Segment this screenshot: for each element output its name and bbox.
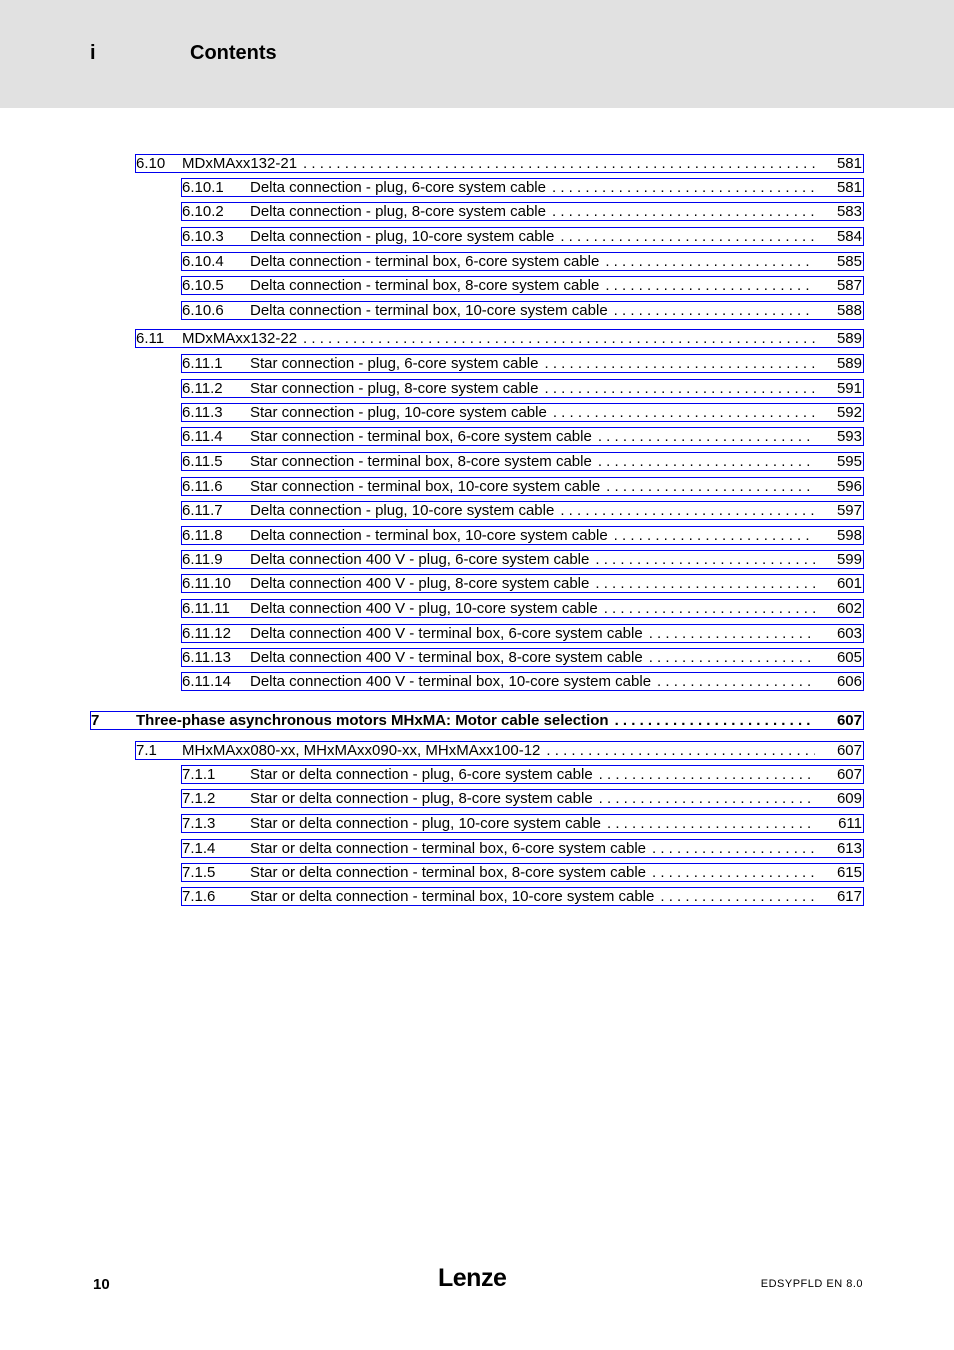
dot-leader (606, 478, 815, 495)
dot-leader (599, 790, 815, 807)
toc-title: Delta connection - terminal box, 10-core system cable (250, 527, 608, 544)
dot-leader (560, 502, 815, 519)
toc-title: Star connection - plug, 8-core system cable (250, 380, 539, 397)
toc-page-number: 609 (836, 790, 862, 807)
toc-number: 6.11.10 (182, 575, 231, 592)
toc-title: Star connection - plug, 6-core system cable (250, 355, 539, 372)
toc-page-number: 601 (836, 575, 862, 592)
toc-subsection-link[interactable] (181, 648, 864, 667)
toc-title: Delta connection - terminal box, 8-core system cable (250, 277, 600, 294)
toc-number: 6.11.11 (182, 600, 230, 617)
toc-number: 6.11.4 (182, 428, 223, 445)
toc-subsection-link[interactable] (181, 624, 864, 643)
page-title: Contents (190, 42, 277, 64)
document-code: EDSYPFLD EN 8.0 (760, 1278, 863, 1290)
toc-number: 6.10.5 (182, 277, 224, 294)
toc-section-link[interactable] (135, 329, 864, 348)
toc-number: 7.1.3 (182, 815, 216, 832)
toc-number: 6.10 (136, 155, 166, 172)
toc-title: Star connection - plug, 10-core system cable (250, 404, 547, 421)
toc-page-number: 583 (836, 203, 862, 220)
toc-number: 6.11.5 (182, 453, 223, 470)
toc-title: Star or delta connection - terminal box, 8-core system cable (250, 864, 647, 881)
toc-page-number: 587 (836, 277, 862, 294)
toc-subsection-link[interactable] (181, 354, 864, 373)
toc-title: Delta connection 400 V - plug, 6-core system cable (250, 551, 590, 568)
toc-subsection-link[interactable] (181, 252, 864, 271)
toc-subsection-link[interactable] (181, 403, 864, 422)
toc-subsection-link[interactable] (181, 276, 864, 295)
toc-page-number: 584 (836, 228, 862, 245)
toc-number: 6.11 (136, 330, 165, 347)
dot-leader (657, 673, 815, 690)
toc-title: Delta connection 400 V - plug, 8-core system cable (250, 575, 590, 592)
toc-section-link[interactable] (135, 154, 864, 173)
dot-leader (652, 864, 815, 881)
toc-page-number: 593 (836, 428, 862, 445)
dot-leader (595, 575, 815, 592)
toc-title: Star connection - terminal box, 6-core system cable (250, 428, 592, 445)
toc-subsection-link[interactable] (181, 814, 864, 833)
dot-leader (598, 428, 815, 445)
toc-subsection-link[interactable] (181, 789, 864, 808)
dot-leader (598, 453, 815, 470)
toc-page-number: 592 (836, 404, 862, 421)
toc-number: 7 (91, 712, 100, 729)
toc-subsection-link[interactable] (181, 301, 864, 320)
toc-subsection-link[interactable] (181, 227, 864, 246)
toc-number: 6.11.3 (182, 404, 223, 421)
toc-number: 7.1.5 (182, 864, 216, 881)
dot-leader (560, 228, 815, 245)
toc-subsection-link[interactable] (181, 599, 864, 618)
toc-page-number: 585 (836, 253, 862, 270)
toc-subsection-link[interactable] (181, 863, 864, 882)
toc-title: Star connection - terminal box, 8-core system cable (250, 453, 592, 470)
toc-title: MDxMAxx132-21 (182, 155, 298, 172)
toc-title: Three-phase asynchronous motors MHxMA: Motor cable selection (136, 712, 609, 729)
toc-number: 6.10.1 (182, 179, 224, 196)
toc-number: 6.11.9 (182, 551, 223, 568)
dot-leader (614, 527, 815, 544)
toc-subsection-link[interactable] (181, 839, 864, 858)
toc-number: 6.11.6 (182, 478, 223, 495)
toc-page-number: 613 (836, 840, 862, 857)
toc-title: Star or delta connection - plug, 10-core system cable (250, 815, 602, 832)
toc-page-number: 602 (836, 600, 862, 617)
toc-section-link[interactable] (135, 741, 864, 760)
toc-page-number: 599 (836, 551, 862, 568)
dot-leader (595, 551, 815, 568)
toc-subsection-link[interactable] (181, 887, 864, 906)
dot-leader (649, 649, 815, 666)
toc-chapter-link[interactable] (90, 711, 864, 730)
toc-title: MHxMAxx080-xx, MHxMAxx090-xx, MHxMAxx100-12 (182, 742, 541, 759)
toc-subsection-link[interactable] (181, 501, 864, 520)
toc-subsection-link[interactable] (181, 526, 864, 545)
toc-title: Star or delta connection - plug, 8-core system cable (250, 790, 593, 807)
toc-page-number: 607 (836, 742, 862, 759)
toc-title: Delta connection 400 V - plug, 10-core system cable (250, 600, 598, 617)
toc-number: 6.10.6 (182, 302, 224, 319)
page-number: 10 (93, 1276, 110, 1293)
toc-page-number: 596 (836, 478, 862, 495)
toc-number: 6.10.4 (182, 253, 224, 270)
dot-leader (660, 888, 815, 905)
toc-subsection-link[interactable] (181, 574, 864, 593)
toc-subsection-link[interactable] (181, 765, 864, 784)
toc-number: 7.1.1 (182, 766, 216, 783)
toc-subsection-link[interactable] (181, 550, 864, 569)
toc-number: 6.11.1 (182, 355, 223, 372)
dot-leader (303, 155, 815, 172)
toc-subsection-link[interactable] (181, 379, 864, 398)
dot-leader (552, 203, 815, 220)
toc-page-number: 581 (836, 179, 862, 196)
toc-title: Delta connection 400 V - terminal box, 10-core system cable (250, 673, 652, 690)
toc-page-number: 615 (836, 864, 862, 881)
toc-page-number: 606 (836, 673, 862, 690)
dot-leader (552, 179, 815, 196)
toc-number: 7.1.4 (182, 840, 216, 857)
toc-title: Delta connection - terminal box, 10-core system cable (250, 302, 608, 319)
toc-page-number: 597 (836, 502, 862, 519)
dot-leader (614, 302, 815, 319)
toc-page-number: 603 (836, 625, 862, 642)
toc-number: 7.1.2 (182, 790, 216, 807)
toc-title: Star or delta connection - plug, 6-core system cable (250, 766, 593, 783)
toc-title: Star connection - terminal box, 10-core system cable (250, 478, 601, 495)
toc-subsection-link[interactable] (181, 672, 864, 691)
toc-title: MDxMAxx132-22 (182, 330, 298, 347)
toc-page-number: 589 (836, 355, 862, 372)
toc-page-number: 617 (836, 888, 862, 905)
toc-title: Delta connection - plug, 10-core system cable (250, 502, 555, 519)
toc-title: Star or delta connection - terminal box, 10-core system cable (250, 888, 655, 905)
toc-subsection-link[interactable] (181, 178, 864, 197)
toc-title: Delta connection 400 V - terminal box, 6-core system cable (250, 625, 643, 642)
dot-leader (599, 766, 815, 783)
dot-leader (615, 712, 815, 729)
dot-leader (303, 330, 815, 347)
toc-number: 6.10.3 (182, 228, 224, 245)
toc-page-number: 588 (836, 302, 862, 319)
toc-number: 6.11.2 (182, 380, 223, 397)
toc-page-number: 605 (836, 649, 862, 666)
toc-title: Delta connection 400 V - terminal box, 8-core system cable (250, 649, 643, 666)
toc-number: 6.11.8 (182, 527, 223, 544)
toc-page-number: 607 (836, 766, 862, 783)
toc-number: 6.11.13 (182, 649, 231, 666)
toc-title: Delta connection - terminal box, 6-core system cable (250, 253, 600, 270)
toc-page-number: 589 (836, 330, 862, 347)
dot-leader (604, 600, 815, 617)
section-marker: i (90, 42, 96, 64)
dot-leader (544, 380, 815, 397)
dot-leader (607, 815, 815, 832)
toc-number: 6.11.7 (182, 502, 223, 519)
dot-leader (544, 355, 815, 372)
dot-leader (649, 625, 815, 642)
toc-number: 7.1.6 (182, 888, 216, 905)
toc-number: 7.1 (136, 742, 157, 759)
toc-subsection-link[interactable] (181, 202, 864, 221)
toc-subsection-link[interactable] (181, 427, 864, 446)
dot-leader (546, 742, 815, 759)
dot-leader (652, 840, 815, 857)
toc-page-number: 607 (836, 712, 862, 729)
toc-page-number: 598 (836, 527, 862, 544)
toc-subsection-link[interactable] (181, 477, 864, 496)
toc-title: Star or delta connection - terminal box, 6-core system cable (250, 840, 647, 857)
toc-title: Delta connection - plug, 10-core system cable (250, 228, 555, 245)
toc-title: Delta connection - plug, 6-core system cable (250, 179, 546, 196)
toc-number: 6.11.12 (182, 625, 231, 642)
toc-number: 6.10.2 (182, 203, 224, 220)
toc-page-number: 611 (838, 815, 862, 832)
dot-leader (605, 253, 815, 270)
lenze-logo: Lenze (438, 1264, 507, 1292)
toc-subsection-link[interactable] (181, 452, 864, 471)
dot-leader (605, 277, 815, 294)
toc-title: Delta connection - plug, 8-core system cable (250, 203, 546, 220)
toc-page-number: 595 (836, 453, 862, 470)
toc-number: 6.11.14 (182, 673, 231, 690)
toc-page-number: 581 (836, 155, 862, 172)
toc-page-number: 591 (836, 380, 862, 397)
dot-leader (553, 404, 815, 421)
